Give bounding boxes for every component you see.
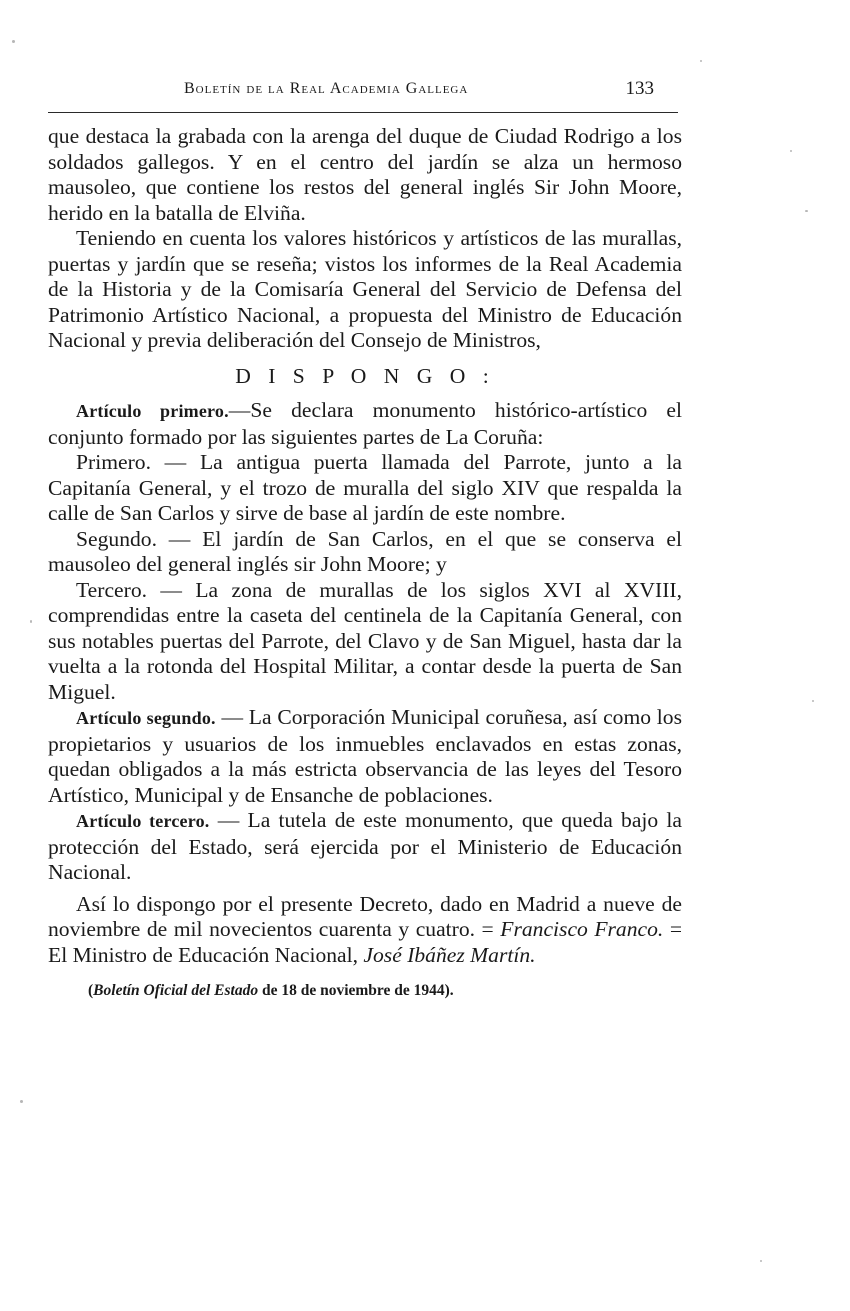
- running-header: [48, 72, 678, 113]
- closing-text: Así lo dispongo por el presente Decreto, dado en Madrid a nueve de noviembre de mil novecientos cuarenta y cuatro. =: [48, 891, 682, 941]
- source-open: (: [88, 982, 94, 999]
- page-number: 133: [625, 78, 654, 99]
- scan-speck: [30, 620, 32, 623]
- running-title: Boletín de la Real Academia Gallega: [184, 80, 469, 97]
- article-three-text: — La tutela de este monumento, que queda bajo la protección del Estado, será ejercida por el Ministerio de Educación Nacional.: [48, 808, 682, 884]
- closing-middle: = El Ministro de Educación Nacional,: [48, 917, 683, 967]
- article-three-label: Artículo tercero.: [76, 811, 210, 831]
- source-citation: [48, 978, 682, 1004]
- scan-speck: [790, 150, 792, 152]
- source-publication: Boletín Oficial del Estado: [93, 982, 259, 999]
- article-three-paragraph: [48, 808, 682, 886]
- item-tercero: Tercero. — La zona de murallas de los siglos XVI al XVIII, comprendidas entre la caseta del centinela de la Capitanía General, con sus notables puertas del Parrote, del Clavo y de San Miguel, hasta dar la vuelta a la rotonda del Hospital Militar, a contar desde la puerta de San Miguel.: [48, 577, 682, 704]
- intro-paragraph: que destaca la grabada con la arenga del duque de Ciudad Rodrigo a los soldados gallegos. Y en el centro del jardín se alza un hermoso mausoleo, que contiene los restos del general inglés Sir John Moore, herido en la batalla de Elviña.: [48, 124, 682, 225]
- article-one-label: Artículo primero.: [76, 401, 229, 421]
- signatory-franco: Francisco Franco.: [500, 917, 664, 941]
- scan-speck: [760, 1260, 762, 1262]
- item-primero: Primero. — La antigua puerta llamada del Parrote, junto a la Capitanía General, y el trozo de muralla del siglo XIV que respalda la calle de San Carlos y sirve de base al jardín de este nombre.: [48, 450, 682, 525]
- article-two-label: Artículo segundo.: [76, 708, 216, 728]
- scan-speck: [700, 60, 702, 62]
- closing-paragraph: [48, 892, 682, 969]
- article-one-text: —Se declara monumento histórico-artístico el conjunto formado por las siguientes partes de La Coruña:: [48, 398, 682, 449]
- scan-speck: [12, 40, 15, 43]
- recitals-paragraph: Teniendo en cuenta los valores históricos y artísticos de las murallas, puertas y jardín que se reseña; vistos los informes de la Real Academia de la Historia y de la Comisaría General del Servicio de Defensa del Patrimonio Artístico Nacional, a propuesta del Ministro de Educación Nacional y previa deliberación del Consejo de Ministros,: [48, 226, 682, 352]
- decree-text: [48, 124, 682, 1004]
- article-two-text: — La Corporación Municipal coruñesa, así como los propietarios y usuarios de los inmuebles enclavados en estas zonas, quedan obligados a la más estricta observancia de las leyes del Tesoro Artístico, Municipal y de Ensanche de poblaciones.: [48, 705, 682, 807]
- scan-speck: [20, 1100, 23, 1103]
- article-two-paragraph: [48, 705, 682, 808]
- scan-speck: [812, 700, 814, 702]
- article-one-paragraph: [48, 398, 682, 450]
- item-segundo: Segundo. — El jardín de San Carlos, en el que se conserva el mausoleo del general inglés sir John Moore; y: [48, 526, 682, 576]
- source-text: de 18 de noviembre de 1944).: [258, 982, 454, 999]
- scan-speck: [805, 210, 808, 212]
- signatory-ibanez: José Ibáñez Martín.: [363, 942, 536, 967]
- dispongo-heading: D I S P O N G O :: [235, 363, 495, 388]
